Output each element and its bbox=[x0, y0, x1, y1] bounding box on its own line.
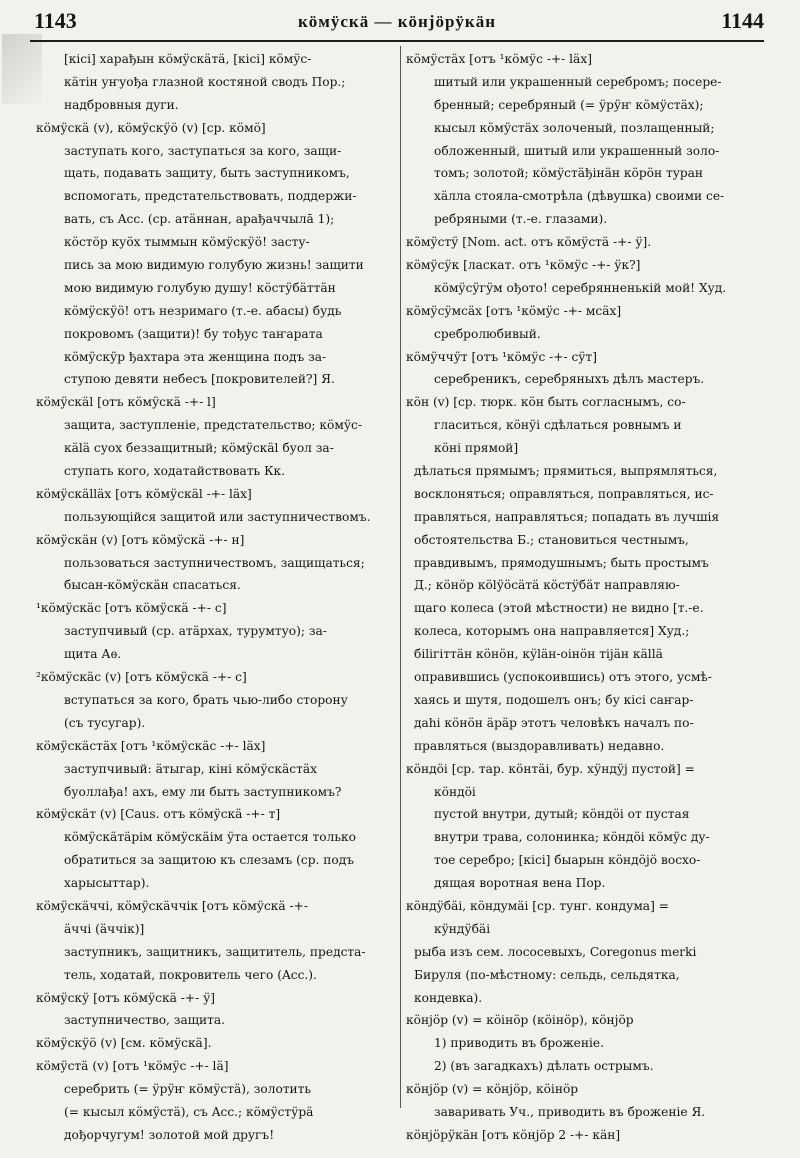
entry-text-line: обратиться за защитою къ слезамъ (ср. подъ bbox=[64, 853, 354, 868]
entry-text-line: кӧні прямой] bbox=[434, 441, 519, 456]
entry-headword-line: кӧмӱскӱ [отъ кӧмӱскӓ -+- ӱ] bbox=[36, 990, 215, 1005]
entry-text-line: Бируля (по-мѣстному: сельдь, сельдятка, bbox=[414, 967, 680, 982]
entry-text-line: заступать кого, заступаться за кого, защи- bbox=[64, 143, 342, 158]
entry-text-line: 2) (въ загадкахъ) дѣлать острымъ. bbox=[434, 1059, 654, 1074]
entry-text-line: щита Аѳ. bbox=[64, 647, 122, 662]
entry-text-line: обложенный, шитый или украшенный золо- bbox=[434, 143, 720, 158]
entry-headword-line: кӧндӱбӓі, кӧндумӓі [ср. тунг. кондума] = bbox=[406, 898, 669, 913]
entry-headword-line: кӧмӱстӱ [Nom. act. отъ кӧмӱстӓ -+- ӱ]. bbox=[406, 235, 652, 250]
entry-text-line: заваривать Уч., приводить въ броженіе Я. bbox=[434, 1104, 706, 1119]
entry-text-line: пользоваться заступничествомъ, защищаться; bbox=[64, 555, 365, 570]
entry-text-line: покровомъ (защити)! бу тођус таҥарата bbox=[64, 326, 323, 341]
entry-headword-line: кӧмӱстӓ (v) [отъ ¹кӧмӱс -+- lӓ] bbox=[36, 1059, 229, 1074]
entry-text-line: восклоняться; оправляться, поправляться, ис- bbox=[414, 486, 714, 501]
entry-text-line: надбровныя дуги. bbox=[64, 97, 179, 112]
entry-text-line: пустой внутри, дутый; кӧндӧі от пустая bbox=[434, 807, 690, 822]
entry-headword-line: ²кӧмӱскӓс (v) [отъ кӧмӱскӓ -+- с] bbox=[36, 670, 247, 685]
entry-text-line: [кісі] харађын кӧмӱскӓтӓ, [кісі] кӧмӱс- bbox=[64, 52, 312, 66]
entry-text-line: кӧмӱсӱгӱм ођото! серебрянненькій мой! Худ. bbox=[434, 280, 727, 295]
entry-headword-line: кӧнјӧр (v) = кӧінӧр (кӧінӧр), кӧнјӧр bbox=[406, 1013, 634, 1028]
header-rule bbox=[30, 40, 764, 42]
entry-text-line: дящая воротная вена Пор. bbox=[434, 876, 606, 891]
entry-text-line: ступать кого, ходатайствовать Кк. bbox=[64, 464, 285, 479]
entry-text-line: заступчивый: ӓтыгар, кіні кӧмӱскӓстӓх bbox=[64, 761, 317, 776]
entry-text-line: обстоятельства Б.; становиться честнымъ, bbox=[414, 532, 689, 547]
entry-text-line: мою видимую голубую душу! кӧстӱбӓттӓн bbox=[64, 280, 336, 295]
entry-text-line: томъ; золотой; кӧмӱстӓђінӓн кӧрӧн туран bbox=[434, 166, 704, 181]
entry-text-line: кӧмӱскӱӧ! отъ незримаго (т.-е. абасы) будь bbox=[64, 303, 342, 318]
entry-text-line: кӧстӧр куӧх тыммын кӧмӱскӱӧ! засту- bbox=[64, 235, 310, 250]
entry-text-line: бысан-кӧмӱскӓн спасаться. bbox=[64, 578, 241, 593]
entry-text-line: кӓтін уҥуођа глазной костяной сводъ Пор.; bbox=[64, 74, 346, 89]
entry-text-line: пись за мою видимую голубую жизнь! защити bbox=[64, 258, 364, 273]
left-page-number: 1143 bbox=[34, 8, 77, 33]
entry-text-line: вать, съ Acc. (ср. атӓннан, арађаччылā 1); bbox=[64, 212, 335, 227]
entry-text-line: (= кысыл кӧмӱстӓ), съ Acc.; кӧмӱстӱрӓ bbox=[64, 1104, 314, 1119]
entry-headword-line: кӧмӱскӓllӓх [отъ кӧмӱскӓl -+- lӓх] bbox=[36, 486, 252, 501]
entry-text-line: правляться (выздоравливать) недавно. bbox=[414, 738, 665, 753]
entry-text-line: дѣлаться прямымъ; прямиться, выпрямляться, bbox=[414, 464, 718, 479]
entry-text-line: вступаться за кого, брать чью-либо сторону bbox=[64, 692, 348, 707]
entry-text-line: ступою девяти небесъ [покровителей?] Я. bbox=[64, 372, 335, 387]
entry-text-line: кысыл кӧмӱстӓх золоченый, позлащенный; bbox=[434, 120, 715, 135]
entry-text-line: щать, подавать защиту, быть заступникомъ, bbox=[64, 166, 350, 181]
entry-text-line: тель, ходатай, покровитель чего (Acc.). bbox=[64, 967, 317, 982]
entry-text-line: 1) приводить въ броженіе. bbox=[434, 1036, 605, 1051]
entry-headword-line: кӧмӱскӓl [отъ кӧмӱскӓ -+- l] bbox=[36, 395, 216, 410]
entry-headword-line: кӧмӱстӓх [отъ ¹кӧмӱс -+- lӓх] bbox=[406, 52, 592, 66]
entry-text-line: хӓлла стояла-смотрѣла (дѣвушка) своими се- bbox=[434, 189, 725, 204]
entry-text-line: шитый или украшенный серебромъ; посере- bbox=[434, 74, 722, 89]
running-title: кӧмӱскӓ — кӧнјӧрӱкӓн bbox=[297, 12, 496, 31]
entry-text-line: кӧндӧі bbox=[434, 784, 476, 799]
entry-text-line: вспомогать, предстательствовать, поддержи- bbox=[64, 189, 357, 204]
entry-text-line: внутри трава, солонинка; кӧндӧі кӧмӱс ду- bbox=[434, 830, 710, 845]
entry-text-line: сребролюбивый. bbox=[434, 326, 541, 341]
entry-text-line: кӓlӓ суох беззащитный; кӧмӱскӓl буол за- bbox=[64, 441, 334, 456]
entry-text-line: пользующійся защитой или заступничествомъ. bbox=[64, 509, 371, 524]
column-divider bbox=[400, 46, 401, 1108]
entry-text-line: бренный; серебряный (= ӱрӱҥ кӧмӱстӓх); bbox=[434, 97, 704, 112]
entry-text-line: Д.; кӧнӧр кӧlӱӧсӓтӓ кӧстӱбӓт направляю- bbox=[414, 578, 680, 593]
entry-headword-line: кӧмӱскӓн (v) [отъ кӧмӱскӓ -+- н] bbox=[36, 532, 245, 547]
entry-text-line: серебрить (= ӱрӱҥ кӧмӱстӓ), золотить bbox=[64, 1082, 312, 1097]
entry-headword-line: кӧн (v) [ср. тюрк. кӧн быть согласнымъ, со- bbox=[406, 395, 686, 410]
entry-text-line: кӧмӱскӓтӓрім кӧмӱскӓім ӱта остается только bbox=[64, 830, 356, 845]
entry-text-line: ребряными (т.-е. глазами). bbox=[434, 212, 608, 227]
entry-text-line: хаясь и шутя, подошелъ онъ; бу кісі саҥар- bbox=[414, 692, 694, 707]
page-header bbox=[30, 6, 764, 36]
entry-text-line: щаго колеса (этой мѣстности) не видно [т.-е. bbox=[414, 601, 704, 616]
entry-headword-line: кӧмӱскӓт (v) [Caus. отъ кӧмӱскӓ -+- т] bbox=[36, 807, 281, 822]
entry-text-line: тое серебро; [кісі] быарын кӧндӧјӧ восхо- bbox=[434, 853, 701, 868]
entry-text-line: колеса, которымъ она направляется] Худ.; bbox=[414, 624, 690, 639]
entry-headword-line: кӧндӧі [ср. тар. кӧнтӓі, бур. хӱндӱј пустой] = bbox=[406, 761, 695, 776]
entry-text-line: правляться, направляться; попадать въ лучшія bbox=[414, 509, 720, 524]
entry-headword-line: кӧмӱскӓ (v), кӧмӱскӱӧ (v) [ср. кӧмӧ] bbox=[36, 120, 266, 135]
entry-text-line: біlігіттӓн кӧнӧн, кӱlӓн-оінӧн тіјӓн кӓllӓ bbox=[414, 647, 663, 662]
entry-headword-line: ¹кӧмӱскӓс [отъ кӧмӱскӓ -+- с] bbox=[36, 601, 227, 616]
entry-headword-line: кӧмӱсӱк [ласкат. отъ ¹кӧмӱс -+- ӱк?] bbox=[406, 258, 641, 273]
entry-headword-line: кӧнјӧрӱкӓн [отъ кӧнјӧр 2 -+- кӓн] bbox=[406, 1127, 621, 1142]
right-column bbox=[406, 48, 762, 1147]
entry-text-line: защита, заступленіе, предстательство; кӧмӱс- bbox=[64, 418, 362, 433]
entry-text-line: правдивымъ, прямодушнымъ; быть простымъ bbox=[414, 555, 709, 570]
entry-text-line: кондевка). bbox=[414, 990, 483, 1005]
entry-text-line: дођорчугум! золотой мой другъ! bbox=[64, 1127, 275, 1142]
entry-text-line: кӱндӱбӓі bbox=[434, 921, 491, 936]
entry-headword-line: кӧмӱччӱт [отъ ¹кӧмӱс -+- сӱт] bbox=[406, 349, 597, 364]
entry-headword-line: кӧмӱскӱӧ (v) [см. кӧмӱскӓ]. bbox=[36, 1036, 212, 1051]
entry-text-line: гласиться, кӧнӱі сдѣлаться ровнымъ и bbox=[434, 418, 682, 433]
entry-headword-line: кӧмӱскӓстӓх [отъ ¹кӧмӱскӓс -+- lӓх] bbox=[36, 738, 266, 753]
right-page-number: 1144 bbox=[721, 8, 764, 33]
entry-text-line: серебреникъ, серебряныхъ дѣлъ мастеръ. bbox=[434, 372, 705, 387]
entry-text-line: даһі кӧнӧн ӓрӓр этотъ человѣкъ началъ по- bbox=[414, 715, 694, 730]
entry-text-line: ӓччі (ӓччік)] bbox=[64, 921, 145, 936]
entry-headword-line: кӧмӱскӓччі, кӧмӱскӓччік [отъ кӧмӱскӓ -+- bbox=[36, 898, 308, 913]
entry-text-line: буоллађа! ахъ, ему ли быть заступникомъ? bbox=[64, 784, 342, 799]
left-column bbox=[36, 48, 392, 1147]
entry-text-line: (съ тусугар). bbox=[64, 715, 146, 730]
entry-text-line: заступникъ, защитникъ, защититель, предста- bbox=[64, 944, 366, 959]
entry-text-line: рыба изъ сем. лососевыхъ, Coregonus merki bbox=[414, 944, 697, 959]
entry-headword-line: кӧнјӧр (v) = кӧнјӧр, кӧінӧр bbox=[406, 1082, 579, 1097]
entry-text-line: харысыттар). bbox=[64, 876, 150, 891]
entry-headword-line: кӧмӱсӱмсӓх [отъ ¹кӧмӱс -+- мсӓх] bbox=[406, 303, 622, 318]
entry-text-line: оправившись (успокоившись) отъ этого, усмѣ- bbox=[414, 670, 712, 685]
entry-text-line: заступчивый (ср. атӓрхах, турумтуо); за- bbox=[64, 624, 327, 639]
entry-text-line: кӧмӱскӱр ђахтара эта женщина подъ за- bbox=[64, 349, 327, 364]
entry-text-line: заступничество, защита. bbox=[64, 1013, 226, 1028]
